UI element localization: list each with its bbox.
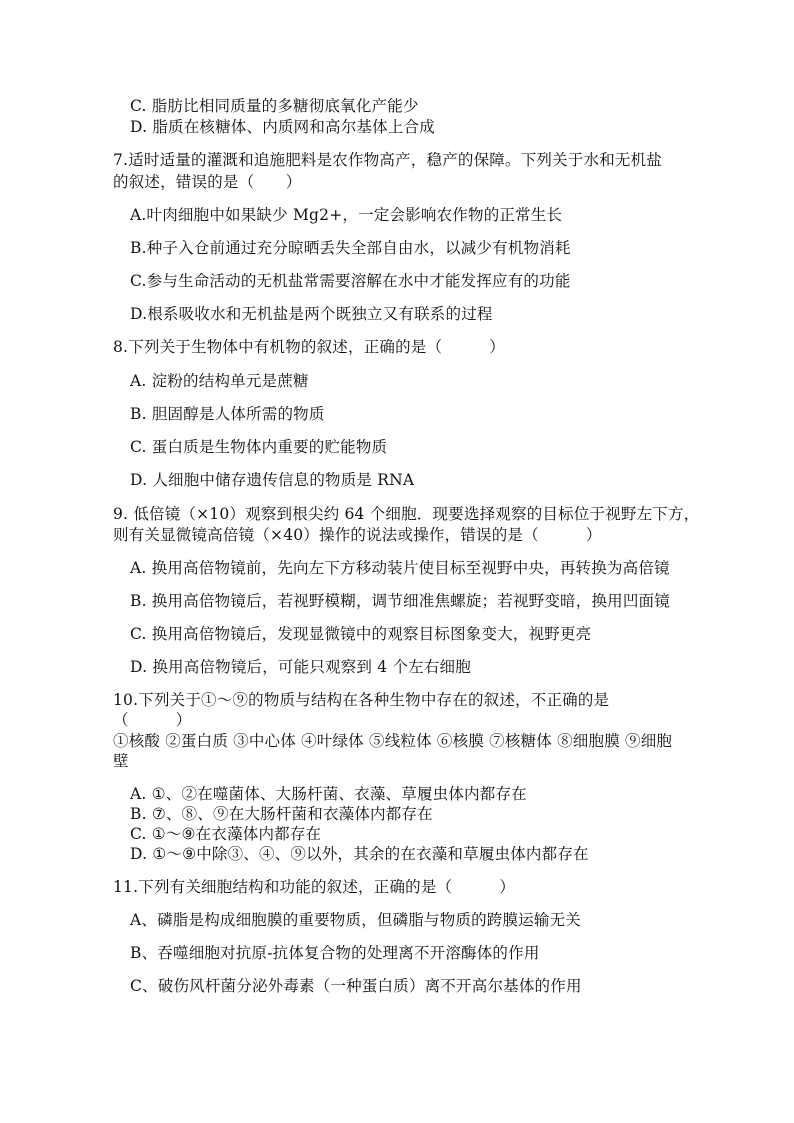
q7-option-c: C.参与生命活动的无机盐常需要溶解在水中才能发挥应有的功能 [130, 272, 571, 290]
q11-option-c: C、破伤风杆菌分泌外毒素（一种蛋白质）离不开高尔基体的作用 [130, 977, 582, 995]
q11-option-b: B、吞噬细胞对抗原-抗体复合物的处理离不开溶酶体的作用 [130, 944, 540, 962]
q9-stem-line2: 则有关显微镜高倍镜（×40）操作的说法或操作，错误的是（ ） [113, 526, 602, 544]
q10-stem-line1: 10.下列关于①～⑨的物质与结构在各种生物中存在的叙述，不正确的是 [113, 691, 610, 709]
q9-option-c: C. 换用高倍物镜后，发现显微镜中的观察目标图象变大，视野更亮 [130, 625, 592, 643]
q8-option-a: A. 淀粉的结构单元是蔗糖 [130, 372, 309, 390]
q7-option-b: B.种子入仓前通过充分晾晒丢失全部自由水，以减少有机物消耗 [130, 239, 571, 257]
q10-option-a: A. ①、②在噬菌体、大肠杆菌、衣藻、草履虫体内都存在 [130, 785, 527, 803]
q6-option-c: C. 脂肪比相同质量的多糖彻底氧化产能少 [130, 97, 419, 115]
q9-option-b: B. 换用高倍物镜后，若视野模糊，调节细准焦螺旋；若视野变暗，换用凹面镜 [130, 592, 670, 610]
q7-stem-line2: 的叙述，错误的是（ ） [113, 173, 302, 191]
q6-option-d: D. 脂质在核糖体、内质网和高尔基体上合成 [130, 118, 435, 136]
q9-option-d: D. 换用高倍物镜后，可能只观察到 4 个左右细胞 [130, 658, 471, 676]
q7-option-a: A.叶肉细胞中如果缺少 Mg2+，一定会影响农作物的正常生长 [130, 206, 563, 224]
q11-option-a: A、磷脂是构成细胞膜的重要物质，但磷脂与物质的跨膜运输无关 [130, 911, 581, 929]
q7-stem-line1: 7.适时适量的灌溉和追施肥料是农作物高产，稳产的保障。下列关于水和无机盐 [113, 151, 662, 169]
q10-list-line1: ①核酸 ②蛋白质 ③中心体 ④叶绿体 ⑤线粒体 ⑥核膜 ⑦核糖体 ⑧细胞膜 ⑨细胞 [113, 732, 673, 750]
q11-stem: 11.下列有关细胞结构和功能的叙述，正确的是（ ） [113, 878, 516, 896]
q8-stem: 8.下列关于生物体中有机物的叙述，正确的是（ ） [113, 338, 505, 356]
q8-option-d: D. 人细胞中储存遗传信息的物质是 RNA [130, 471, 415, 489]
q10-option-b: B. ⑦、⑧、⑨在大肠杆菌和衣藻体内都存在 [130, 805, 433, 823]
q9-stem-line1: 9. 低倍镜（×10）观察到根尖约 64 个细胞．现要选择观察的目标位于视野左下方， [113, 505, 700, 523]
q9-option-a: A. 换用高倍物镜前，先向左下方移动装片使目标至视野中央，再转换为高倍镜 [130, 559, 670, 577]
q7-option-d: D.根系吸收水和无机盐是两个既独立又有联系的过程 [130, 305, 493, 323]
q8-option-b: B. 胆固醇是人体所需的物质 [130, 405, 325, 423]
q8-option-c: C. 蛋白质是生物体内重要的贮能物质 [130, 438, 388, 456]
q10-option-d: D. ①～⑨中除③、④、⑨以外，其余的在衣藻和草履虫体内都存在 [130, 845, 589, 863]
q10-option-c: C. ①～⑨在衣藻体内都存在 [130, 825, 322, 843]
q10-list-line2: 壁 [113, 752, 129, 770]
q10-stem-line2: （ ） [113, 711, 192, 729]
